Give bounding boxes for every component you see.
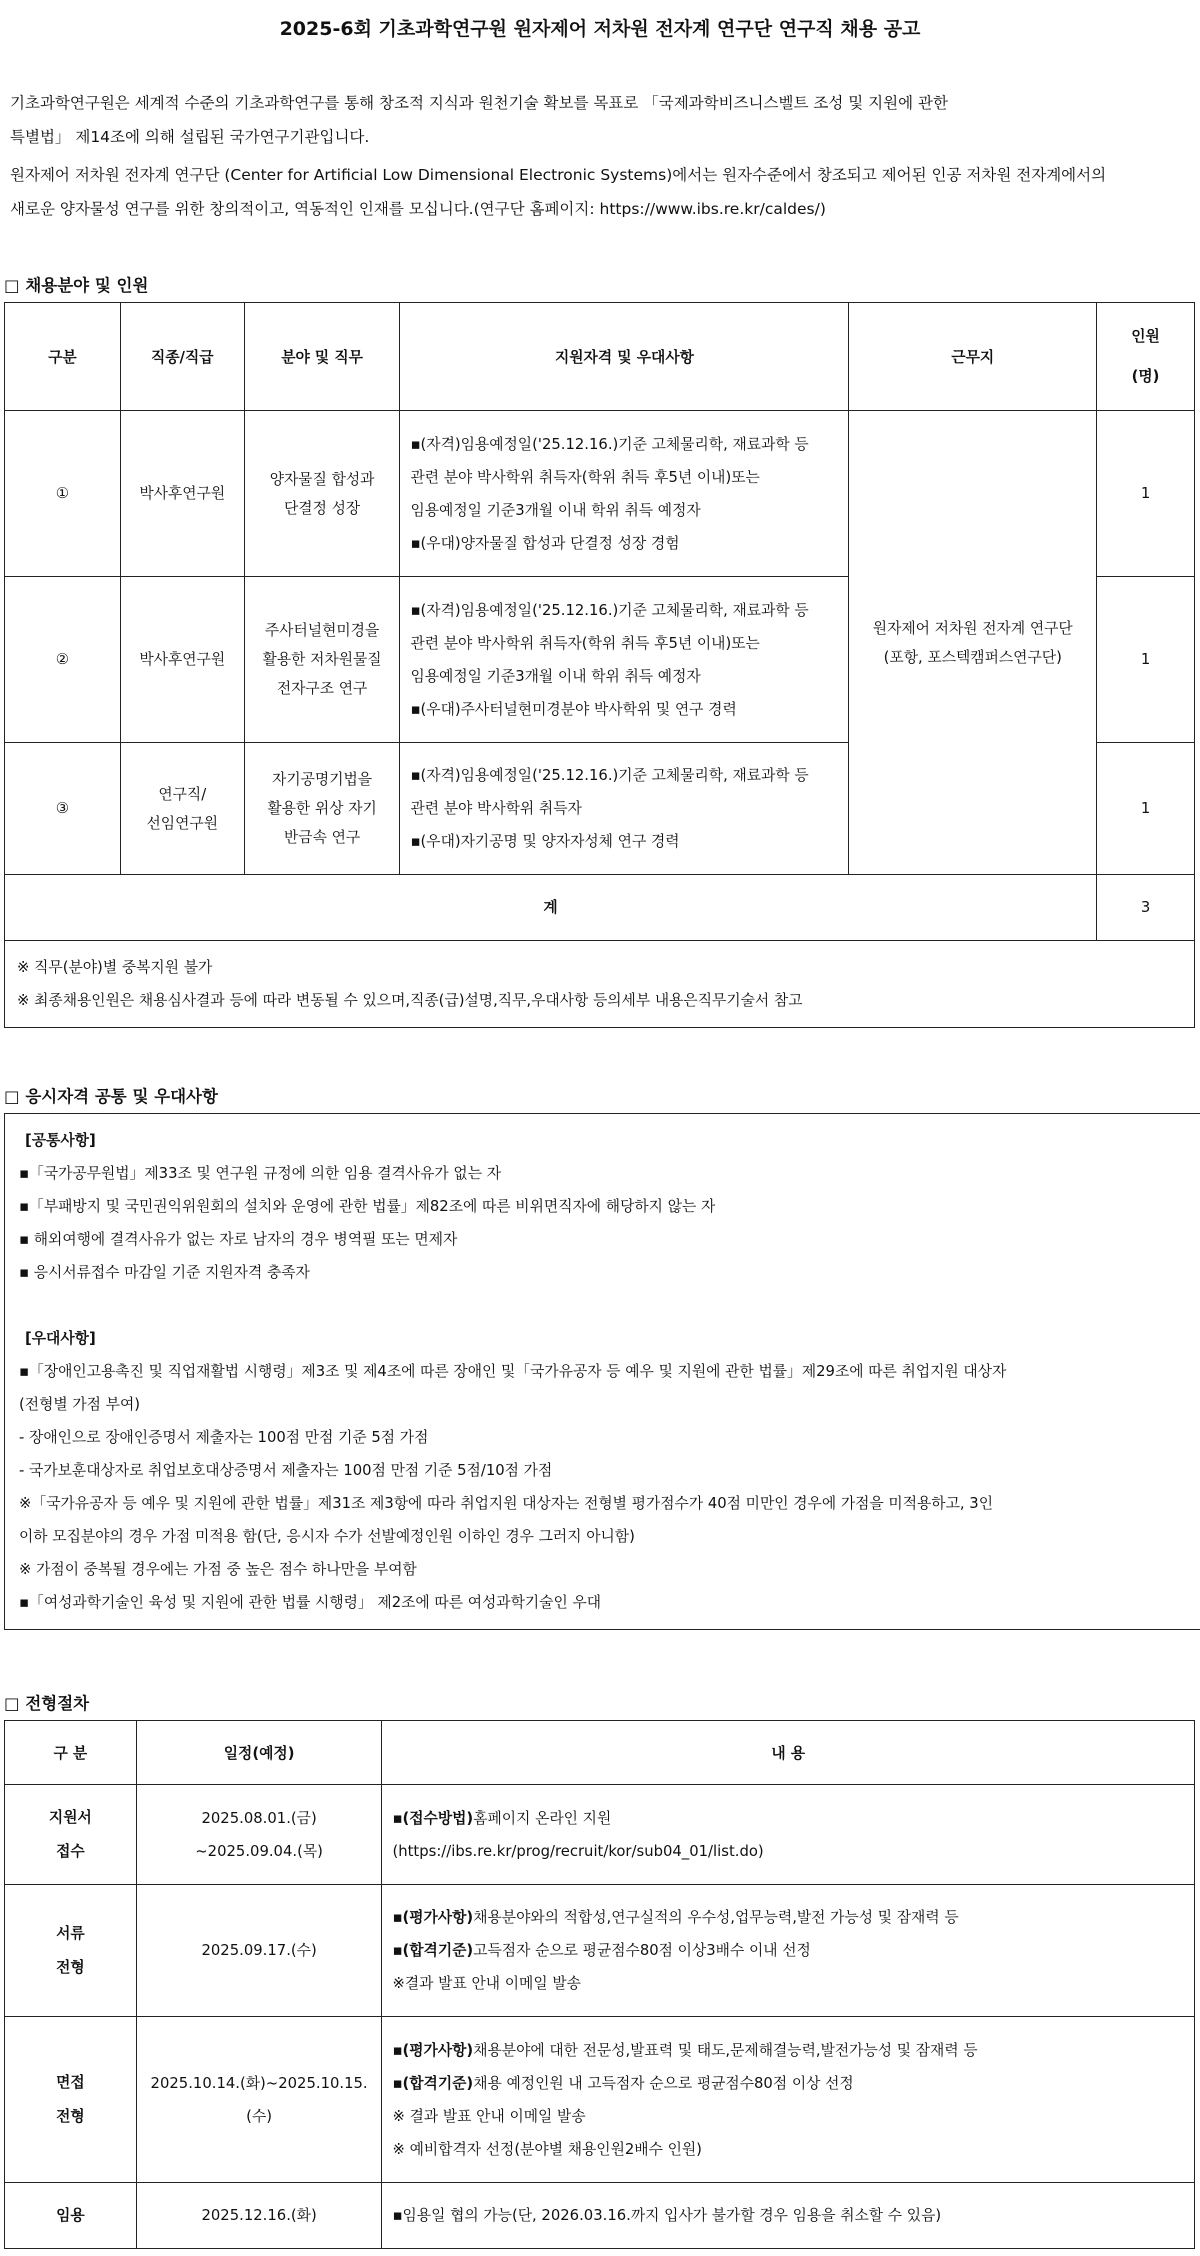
content-label: ▪(합격기준) [392,2074,474,2092]
content-text: 채용분야와의 적합성,연구실적의 우수성,업무능력,발전 가능성 및 잠재력 등 [473,1909,959,1926]
header-count [1097,303,1195,411]
stage-line: 지원서 [48,1808,92,1826]
date-cell [136,1885,382,2017]
content-label: ▪(평가사항) [392,1909,474,1926]
header-field: 분야 및 직무 [244,303,400,411]
field-line: 주사터널현미경을 [264,622,380,639]
row-qualification [400,743,849,875]
date-cell [136,2183,382,2249]
date-line: 2025.10.14.(화)~2025.10.15. [150,2074,368,2092]
content-cell [382,2183,1195,2249]
header-content: 내 용 [382,1721,1195,1785]
qual-line: 관련 분야 박사학위 취득자(학위 취득 후5년 이내)또는 [410,634,760,652]
section-procedure-title: □ 전형절차 [4,1694,90,1713]
header-job: 직종/직급 [120,303,244,411]
content-text: 홈페이지 온라인 지원 [473,1809,612,1827]
common-item: ▪ 응시서류접수 마감일 기준 지원자격 충족자 [19,1264,310,1281]
qual-line: 임용예정일 기준3개월 이내 학위 취득 예정자 [410,501,701,519]
stage-cell [5,1785,137,1885]
content-text: ▪임용일 협의 가능(단, 2026.03.16.까지 입사가 불가할 경우 임용을 취소할 수 있음) [392,2207,942,2224]
content-text: ※결과 발표 안내 이메일 발송 [392,1975,581,1992]
header-count-line: (명) [1131,367,1160,385]
intro-paragraph-2 [10,158,1190,226]
preference-item: (전형별 가점 부여) [19,1396,141,1413]
section-eligibility-title: □ 응시자격 공통 및 우대사항 [4,1087,218,1106]
content-line [392,2199,1184,2232]
table-row [5,2017,1195,2183]
row-field [244,743,400,875]
date-line: (수) [246,2107,273,2125]
stage-line: 임용 [56,2207,85,2224]
field-line: 반금속 연구 [283,829,361,846]
row-no: ② [5,577,121,743]
intro-line: 기초과학연구원은 세계적 수준의 기초과학연구를 통해 창조적 지식과 원천기술 확보를 목표로 「국제과학비즈니스벨트 조성 및 지원에 관한 [10,94,948,112]
preference-item: ※ 가점이 중복될 경우에는 가점 중 높은 점수 하나만을 부여함 [19,1561,417,1578]
content-line [392,2034,1184,2067]
preference-item: - 국가보훈대상자로 취업보호대상증명서 제출자는 100점 만점 기준 5점/10점 가점 [19,1462,553,1479]
common-item: ▪ 해외여행에 결격사유가 없는 자로 남자의 경우 병역필 또는 면제자 [19,1231,458,1248]
qual-line: 관련 분야 박사학위 취득자(학위 취득 후5년 이내)또는 [410,468,760,486]
notes-row [5,941,1195,1028]
stage-line: 전형 [56,1958,85,1976]
content-line [392,1901,1184,1934]
stage-cell [5,1885,137,2017]
stage-line: 서류 [56,1924,85,1942]
table-row [5,1785,1195,1885]
header-date: 일정(예정) [136,1721,382,1785]
procedure-table [4,1720,1195,2249]
content-label: ▪(평가사항) [392,2041,474,2059]
content-line [392,2067,1184,2100]
date-line: 2025.08.01.(금) [201,1809,317,1827]
job-line: 선임연구원 [146,814,218,832]
preference-item: - 장애인으로 장애인증명서 제출자는 100점 만점 기준 5점 가점 [19,1429,429,1446]
preference-item: 이하 모집분야의 경우 가점 미적용 함(단, 응시자 수가 선발예정인원 이하인 경우 그러지 아니함) [19,1528,635,1545]
date-line: 2025.12.16.(화) [201,2207,317,2224]
header-stage: 구 분 [5,1721,137,1785]
intro-line: 새로운 양자물성 연구를 위한 창의적이고, 역동적인 인재를 모십니다.(연구단 홈페이지: https://www.ibs.re.kr/caldes/) [10,200,826,218]
content-cell [382,1885,1195,2017]
page-title: 2025-6회 기초과학연구원 원자제어 저차원 전자계 연구단 연구직 채용 공고 [279,18,921,40]
qual-line: ▪(우대)주사터널현미경분야 박사학위 및 연구 경력 [410,700,737,718]
total-row [5,875,1195,941]
content-text: 고득점자 순으로 평균점수80점 이상3배수 이내 선정 [473,1942,811,1959]
content-line [392,2100,1184,2133]
total-label: 계 [5,875,1097,941]
stage-cell [5,2017,137,2183]
qual-line: 관련 분야 박사학위 취득자 [410,800,582,817]
row-job [120,577,244,743]
preference-item: ※「국가유공자 등 예우 및 지원에 관한 법률」제31조 제3항에 따라 취업지원 대상자는 전형별 평가점수가 40점 미만인 경우에 가점을 미적용하고, 3인 [19,1495,994,1512]
preference-heading: [우대사항] [25,1330,96,1347]
row-no: ① [5,411,121,577]
date-line: 2025.09.17.(수) [201,1942,317,1959]
row-no: ③ [5,743,121,875]
qual-line: ▪(자격)임용예정일('25.12.16.)기준 고체물리학, 재료과학 등 [410,435,809,453]
stage-line: 전형 [56,2107,85,2125]
content-line [392,1967,1184,2000]
section-recruit-field-title: □ 채용분야 및 인원 [4,276,149,295]
qual-line: ▪(자격)임용예정일('25.12.16.)기준 고체물리학, 재료과학 등 [410,601,809,619]
field-line: 단결정 성장 [283,499,361,517]
content-text: 채용분야에 대한 전문성,발표력 및 태도,문제해결능력,발전가능성 및 잠재력 등 [473,2041,978,2059]
date-line: ~2025.09.04.(목) [195,1842,323,1860]
notes-cell [5,941,1195,1028]
stage-line: 면접 [56,2073,85,2091]
row-workplace [849,411,1097,875]
preference-item: ▪「장애인고용촉진 및 직업재활법 시행령」제3조 및 제4조에 따른 장애인 및「국가유공자 등 예우 및 지원에 관한 법률」제29조에 따른 취업지원 대상자 [19,1363,1007,1380]
field-line: 양자물질 합성과 [269,470,375,488]
place-line: (포항, 포스텍캠퍼스연구단) [883,648,1062,666]
header-count-line: 인원 [1131,327,1160,345]
row-count: 1 [1097,411,1195,577]
table-header-row [5,1721,1195,1785]
total-count: 3 [1097,875,1195,941]
qual-line: ▪(자격)임용예정일('25.12.16.)기준 고체물리학, 재료과학 등 [410,767,809,784]
intro-line: 원자제어 저차원 전자계 연구단 (Center for Artificial Low Dimensional Electronic Systems)에서는 원자수준에서 창조되고 제어된 인공 저차원 전자계에서의 [10,166,1107,184]
table-row [5,2183,1195,2249]
note-line: ※ 최종채용인원은 채용심사결과 등에 따라 변동될 수 있으며,직종(급)설명,직무,우대사항 등의세부 내용은직무기술서 참고 [17,992,803,1009]
stage-line: 접수 [56,1842,85,1860]
field-line: 활용한 위상 자기 [267,800,377,817]
common-item: ▪「국가공무원법」제33조 및 연구원 규정에 의한 임용 결격사유가 없는 자 [19,1165,502,1182]
row-count: 1 [1097,577,1195,743]
intro-line: 특별법」 제14조에 의해 설립된 국가연구기관입니다. [10,128,370,146]
qual-line: 임용예정일 기준3개월 이내 학위 취득 예정자 [410,667,701,685]
note-line: ※ 직무(분야)별 중복지원 불가 [17,959,213,976]
content-text: ※ 예비합격자 선정(분야별 채용인원2배수 인원) [392,2140,702,2158]
table-row [5,1885,1195,2017]
header-workplace: 근무지 [849,303,1097,411]
header-qualification: 지원자격 및 우대사항 [400,303,849,411]
recruit-field-table [4,302,1195,1028]
table-header-row [5,303,1195,411]
row-job [120,743,244,875]
stage-cell [5,2183,137,2249]
field-line: 전자구조 연구 [276,680,368,697]
row-job [120,411,244,577]
content-line [392,1802,1184,1835]
common-item: ▪「부패방지 및 국민권익위원회의 설치와 운영에 관한 법률」제82조에 따른 비위면직자에 해당하지 않는 자 [19,1198,716,1215]
table-row [5,411,1195,577]
content-text: 채용 예정인원 내 고득점자 순으로 평균점수80점 이상 선정 [473,2074,854,2092]
row-field [244,411,400,577]
content-line [392,1835,1184,1868]
field-line: 활용한 저차원물질 [262,651,382,668]
content-cell [382,2017,1195,2183]
job-line: 박사후연구원 [139,651,226,668]
row-count: 1 [1097,743,1195,875]
intro-paragraph-1 [10,86,1190,154]
content-label: ▪(합격기준) [392,1942,474,1959]
content-line [392,1934,1184,1967]
row-qualification [400,577,849,743]
date-cell [136,1785,382,1885]
qual-line: ▪(우대)자기공명 및 양자자성체 연구 경력 [410,833,680,850]
preference-item: ▪「여성과학기술인 육성 및 지원에 관한 법률 시행령」 제2조에 따른 여성과학기술인 우대 [19,1594,602,1611]
date-cell [136,2017,382,2183]
content-text: ※ 결과 발표 안내 이메일 발송 [392,2107,586,2125]
job-line: 박사후연구원 [139,485,226,502]
field-line: 자기공명기법을 [272,771,373,788]
header-no: 구분 [5,303,121,411]
row-field [244,577,400,743]
row-qualification [400,411,849,577]
common-heading: [공통사항] [25,1132,96,1149]
content-cell [382,1785,1195,1885]
qual-line: ▪(우대)양자물질 합성과 단결정 성장 경험 [410,534,680,552]
content-text: (https://ibs.re.kr/prog/recruit/kor/sub04_01/list.do) [392,1842,764,1860]
job-line: 연구직/ [158,785,207,803]
spacer [19,1289,1200,1322]
place-line: 원자제어 저차원 전자계 연구단 [872,619,1073,637]
content-label: ▪(접수방법) [392,1809,474,1827]
eligibility-box [4,1113,1200,1630]
content-line [392,2133,1184,2166]
